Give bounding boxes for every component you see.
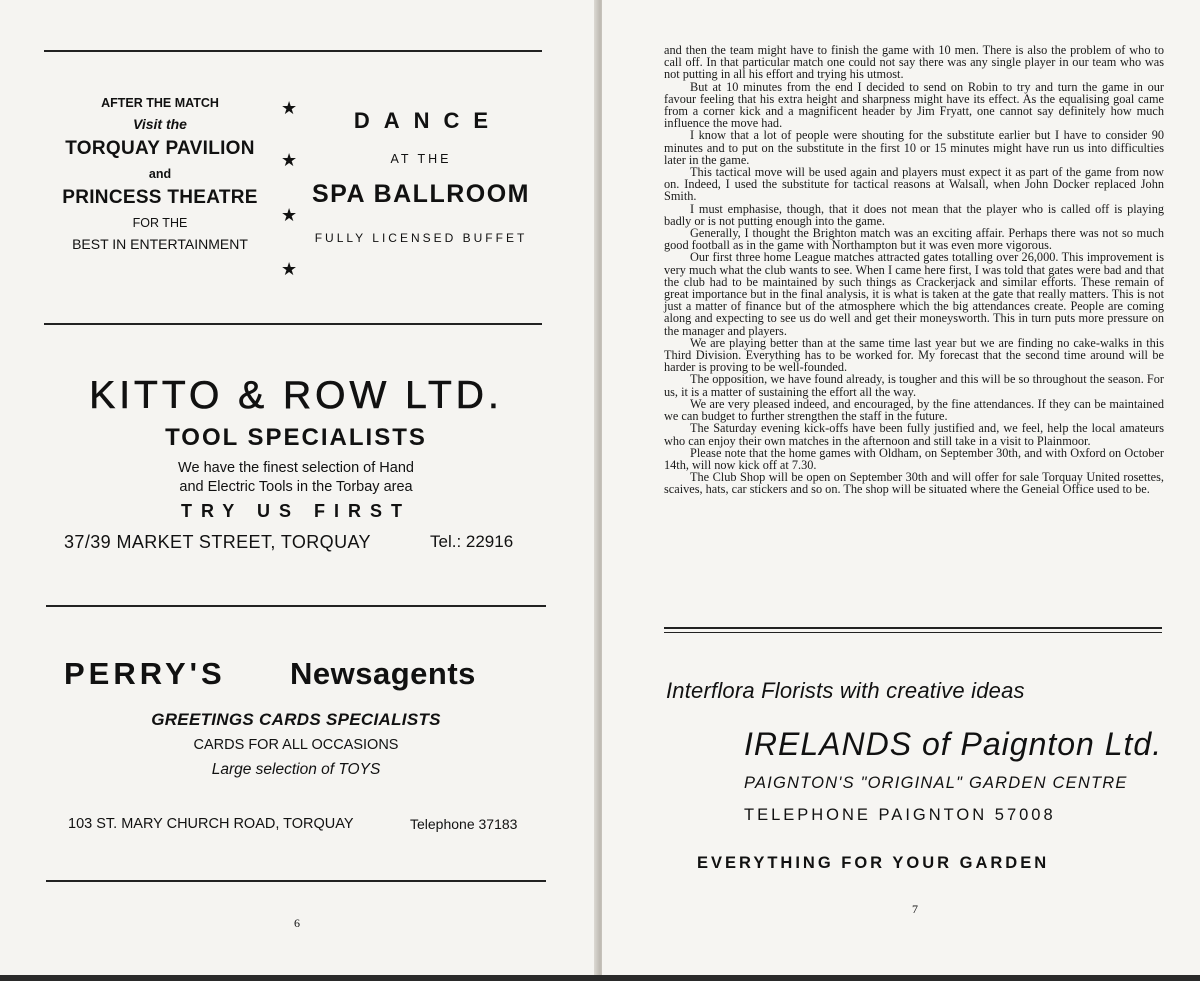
left-page: [0, 0, 598, 981]
kitto-address: 37/39 MARKET STREET, TORQUAY: [64, 532, 371, 552]
star-icon: ★: [281, 150, 298, 170]
perrys-name: PERRY'S: [64, 656, 226, 691]
article-paragraph: We are playing better than at the same time last year but we are finding no cake-walks in this Third Division. Everything has to be worked for. My forecast that the second time around will be harder is proving to be well-founded.: [664, 335, 1164, 375]
star-icon: ★: [281, 205, 298, 225]
star-icon: ★: [281, 259, 298, 279]
article-paragraph: But at 10 minutes from the end I decided to send on Robin to try and turn the game in our favour feeling that his extra height and sharpness might have its effect. As the equalising goal came from a corner kick and a magnificent header by Jim Fryatt, one cannot say definitely how much influence the move had.: [664, 79, 1164, 131]
toys-text: Large selection of TOYS: [211, 761, 381, 778]
perrys-tel: Telephone 37183: [410, 816, 518, 832]
kitto-tel: Tel.: 22916: [430, 532, 514, 551]
interflora-text: Interflora Florists with creative ideas: [666, 678, 1025, 703]
article-end-rule: [664, 627, 1162, 629]
newsagents-name: Newsagents: [290, 656, 476, 691]
article-paragraph: The Saturday evening kick-offs have been fully justified and, we feel, help the local amateurs who can enjoy their own matches in the afternoon and still take in a visit to Plainmoor.: [664, 421, 1164, 448]
perrys-address: 103 ST. MARY CHURCH ROAD, TORQUAY: [68, 816, 354, 832]
greetings-cards-text: GREETINGS CARDS SPECIALISTS: [151, 710, 441, 729]
pavilion-ad: [40, 96, 280, 252]
at-the-text: AT THE: [390, 152, 452, 166]
kitto-row-title: KITTO & ROW LTD.: [89, 374, 503, 417]
article-paragraph: The opposition, we have found already, is tougher and this will be so throughout the season. For us, it is a matter of sustaining the effort all the way.: [664, 372, 1164, 399]
best-entertainment-text: BEST IN ENTERTAINMENT: [72, 236, 248, 252]
for-the-text: FOR THE: [132, 216, 188, 230]
visit-text: Visit the: [133, 116, 187, 132]
article-paragraph: and then the team might have to finish the game with 10 men. There is also the problem of who to call off. In that particular match one could not say there was any single player in our team who was not putting in all his effort and trying his utmost.: [664, 43, 1164, 82]
try-us-first-text: TRY US FIRST: [180, 501, 411, 521]
desc-line-2: and Electric Tools in the Torbay area: [179, 479, 413, 495]
article-paragraph: Generally, I thought the Brighton match was an exciting affair. Perhaps there was not so much good football as in the game with Northampton but it was even more vigorous.: [664, 226, 1164, 253]
garden-slogan: EVERYTHING FOR YOUR GARDEN: [697, 854, 1050, 872]
divider-rule: [46, 605, 546, 607]
dance-text: DANCE: [353, 108, 503, 133]
spa-ballroom-text: SPA BALLROOM: [312, 180, 530, 208]
article-paragraph: I know that a lot of people were shouting for the substitute earlier but I have to consider 90 minutes and to put on the substitute in the first 10 or 15 minutes might have run us into difficulties later in the game.: [664, 128, 1164, 167]
spa-ballroom-ad: [306, 108, 536, 245]
garden-centre-text: PAIGNTON'S "ORIGINAL" GARDEN CENTRE: [744, 774, 1128, 792]
page-number: 6: [294, 916, 300, 930]
star-icon: ★: [281, 98, 298, 118]
divider-rule: [44, 323, 542, 325]
perrys-title: [46, 656, 546, 696]
perrys-ad: [46, 656, 546, 779]
article-paragraph: I must emphasise, though, that it does not mean that the player who is called off is playing badly or is not putting enough into the game.: [664, 201, 1164, 228]
and-text: and: [148, 167, 172, 181]
article-paragraph: Our first three home League matches attracted gates totalling over 26,000. This improvement is very much what the club wants to see. When I came here first, I was told that gates were bad and that the club had to be maintained by such things as Crackerjack and similar efforts. These remain of great importance but in the final analysis, it is what is taken at the gate that really matters. This is not just a matter of finance but of the atmosphere which the big attendances create. People are coming along and expecting to see us do well and get their moneysworth. This in turn puts more pressure on the manager and players.: [664, 250, 1164, 338]
desc-line-1: We have the finest selection of Hand: [178, 460, 414, 476]
princess-theatre-text: PRINCESS THEATRE: [62, 187, 258, 208]
article-paragraph: The Club Shop will be open on September 30th and will offer for sale Torquay United rosettes, scaives, hats, car stickers and so on. The shop will be situated where the Geneial Office used to be.: [664, 470, 1164, 497]
bottom-rule: [46, 880, 546, 882]
manager-article: [664, 44, 1164, 496]
buffet-text: FULLY LICENSED BUFFET: [314, 231, 528, 245]
kitto-row-ad: [46, 374, 546, 522]
torquay-pavilion-text: TORQUAY PAVILION: [65, 138, 255, 159]
page-number: 7: [912, 902, 918, 916]
edge-shadow: [0, 975, 1200, 981]
article-paragraph: Please note that the home games with Oldham, on September 30th, and with Oxford on October 14th, will now kick off at 7.30.: [664, 445, 1164, 472]
tool-specialists-text: TOOL SPECIALISTS: [165, 424, 427, 451]
article-paragraph: We are very pleased indeed, and encouraged, by the fine attendances. If they can be maintained we can budget to further strengthen the staff in the future.: [664, 396, 1164, 424]
irelands-title: IRELANDS of Paignton Ltd.: [744, 726, 1163, 762]
cards-occasions-text: CARDS FOR ALL OCCASIONS: [193, 737, 399, 753]
after-match-text: AFTER THE MATCH: [101, 96, 219, 110]
top-rule: [44, 50, 542, 52]
article-paragraph: This tactical move will be used again and players must expect it as part of the game from now on. Indeed, I used the substitute for tactical reasons at Walsall, when John Docker replaced John Smith.: [664, 165, 1164, 204]
irelands-phone: TELEPHONE PAIGNTON 57008: [744, 806, 1056, 824]
